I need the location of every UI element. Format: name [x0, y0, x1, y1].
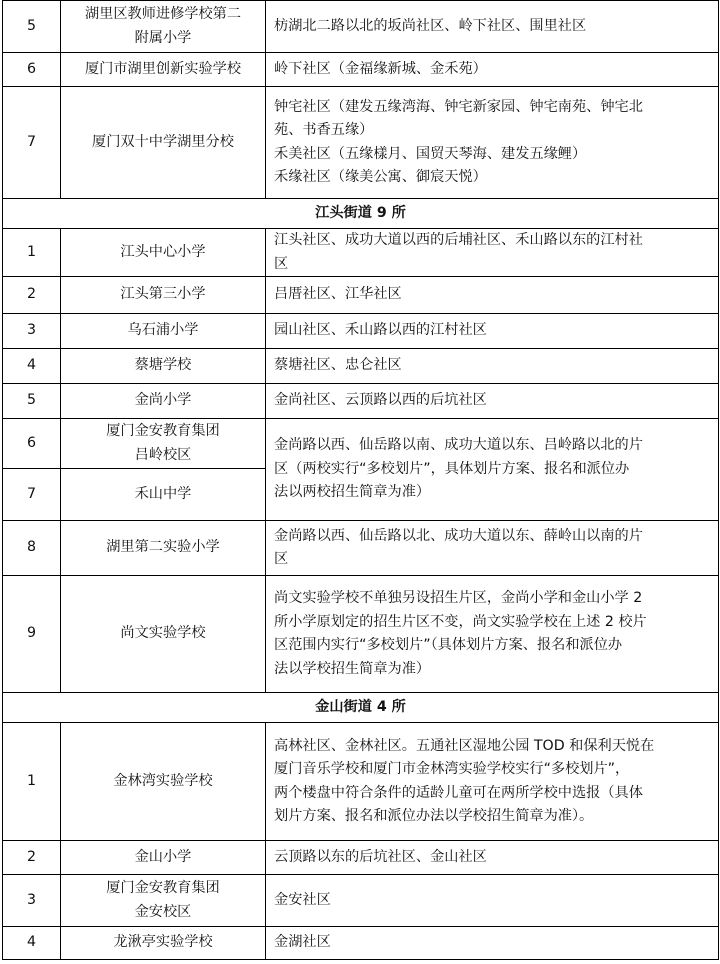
row-number: 9 — [3, 576, 61, 693]
table-row — [3, 521, 719, 576]
school-name: 湖里区教师进修学校第二 附属小学 — [61, 1, 266, 53]
district-area: 高林社区、金林社区。五通社区湿地公园 TOD 和保利天悦在 厦门音乐学校和厦门市金林湾实验学校实行“多校划片”， 两个楼盘中符合条件的适龄儿童可在两所学校中选报（具体 划片方案、报名和派位办法以学校招生简章为准）。 — [266, 723, 719, 841]
table-row — [3, 314, 719, 349]
section-heading: 江头街道 9 所 — [3, 199, 719, 229]
district-area: 江头社区、成功大道以西的后埔社区、禾山路以东的江村社 区 — [266, 229, 719, 277]
table-row — [3, 87, 719, 199]
row-number: 2 — [3, 277, 61, 314]
table-row — [3, 841, 719, 875]
district-area: 金湖社区 — [266, 927, 719, 960]
row-number: 2 — [3, 841, 61, 875]
section-row — [3, 693, 719, 723]
school-name: 龙湫亭实验学校 — [61, 927, 266, 960]
school-name: 厦门市湖里创新实验学校 — [61, 53, 266, 87]
row-number: 4 — [3, 927, 61, 960]
district-area: 金安社区 — [266, 875, 719, 927]
table-row — [3, 723, 719, 841]
district-area: 岭下社区（金福缘新城、金禾苑） — [266, 53, 719, 87]
district-area: 枋湖北二路以北的坂尚社区、岭下社区、围里社区 — [266, 1, 719, 53]
table-row — [3, 53, 719, 87]
section-heading: 金山街道 4 所 — [3, 693, 719, 723]
table-row — [3, 229, 719, 277]
table-body — [3, 1, 719, 960]
school-district-table — [2, 0, 719, 960]
district-area: 金尚路以西、仙岳路以南、成功大道以东、吕岭路以北的片 区（两校实行“多校划片”，具体划片方案、报名和派位办 法以两校招生简章为准） — [266, 419, 719, 521]
table-row — [3, 419, 719, 469]
district-area: 吕厝社区、江华社区 — [266, 277, 719, 314]
district-area: 蔡塘社区、忠仑社区 — [266, 349, 719, 384]
school-name: 厦门金安教育集团 金安校区 — [61, 875, 266, 927]
school-name: 湖里第二实验小学 — [61, 521, 266, 576]
district-area: 云顶路以东的后坑社区、金山社区 — [266, 841, 719, 875]
school-name: 金尚小学 — [61, 384, 266, 419]
row-number: 3 — [3, 875, 61, 927]
school-name: 厦门双十中学湖里分校 — [61, 87, 266, 199]
school-name: 江头中心小学 — [61, 229, 266, 277]
row-number: 1 — [3, 723, 61, 841]
row-number: 7 — [3, 87, 61, 199]
table-row — [3, 927, 719, 960]
school-name: 金山小学 — [61, 841, 266, 875]
row-number: 4 — [3, 349, 61, 384]
school-name: 蔡塘学校 — [61, 349, 266, 384]
row-number: 7 — [3, 469, 61, 521]
row-number: 5 — [3, 384, 61, 419]
table-row — [3, 576, 719, 693]
row-number: 6 — [3, 419, 61, 469]
table-row — [3, 875, 719, 927]
district-area: 金尚路以西、仙岳路以北、成功大道以东、薛岭山以南的片 区 — [266, 521, 719, 576]
table-row — [3, 277, 719, 314]
school-name: 江头第三小学 — [61, 277, 266, 314]
table-row — [3, 1, 719, 53]
row-number: 3 — [3, 314, 61, 349]
row-number: 1 — [3, 229, 61, 277]
school-name: 金林湾实验学校 — [61, 723, 266, 841]
district-area: 钟宅社区（建发五缘湾海、钟宅新家园、钟宅南苑、钟宅北 苑、书香五缘） 禾美社区（五缘樣月、国贸天琴海、建发五缘鲤） 禾缘社区（缘美公寓、御宸天悦） — [266, 87, 719, 199]
school-name: 厦门金安教育集团 吕岭校区 — [61, 419, 266, 469]
district-area: 尚文实验学校不单独另设招生片区，金尚小学和金山小学 2 所小学原划定的招生片区不变，尚文实验学校在上述 2 校片 区范围内实行“多校划片”（具体划片方案、报名和派位办 法以学校招生简章为准） — [266, 576, 719, 693]
section-row — [3, 199, 719, 229]
district-area: 金尚社区、云顶路以西的后坑社区 — [266, 384, 719, 419]
table-row — [3, 349, 719, 384]
school-name: 尚文实验学校 — [61, 576, 266, 693]
table-row — [3, 384, 719, 419]
row-number: 8 — [3, 521, 61, 576]
district-area: 园山社区、禾山路以西的江村社区 — [266, 314, 719, 349]
school-name: 乌石浦小学 — [61, 314, 266, 349]
row-number: 6 — [3, 53, 61, 87]
row-number: 5 — [3, 1, 61, 53]
school-name: 禾山中学 — [61, 469, 266, 521]
